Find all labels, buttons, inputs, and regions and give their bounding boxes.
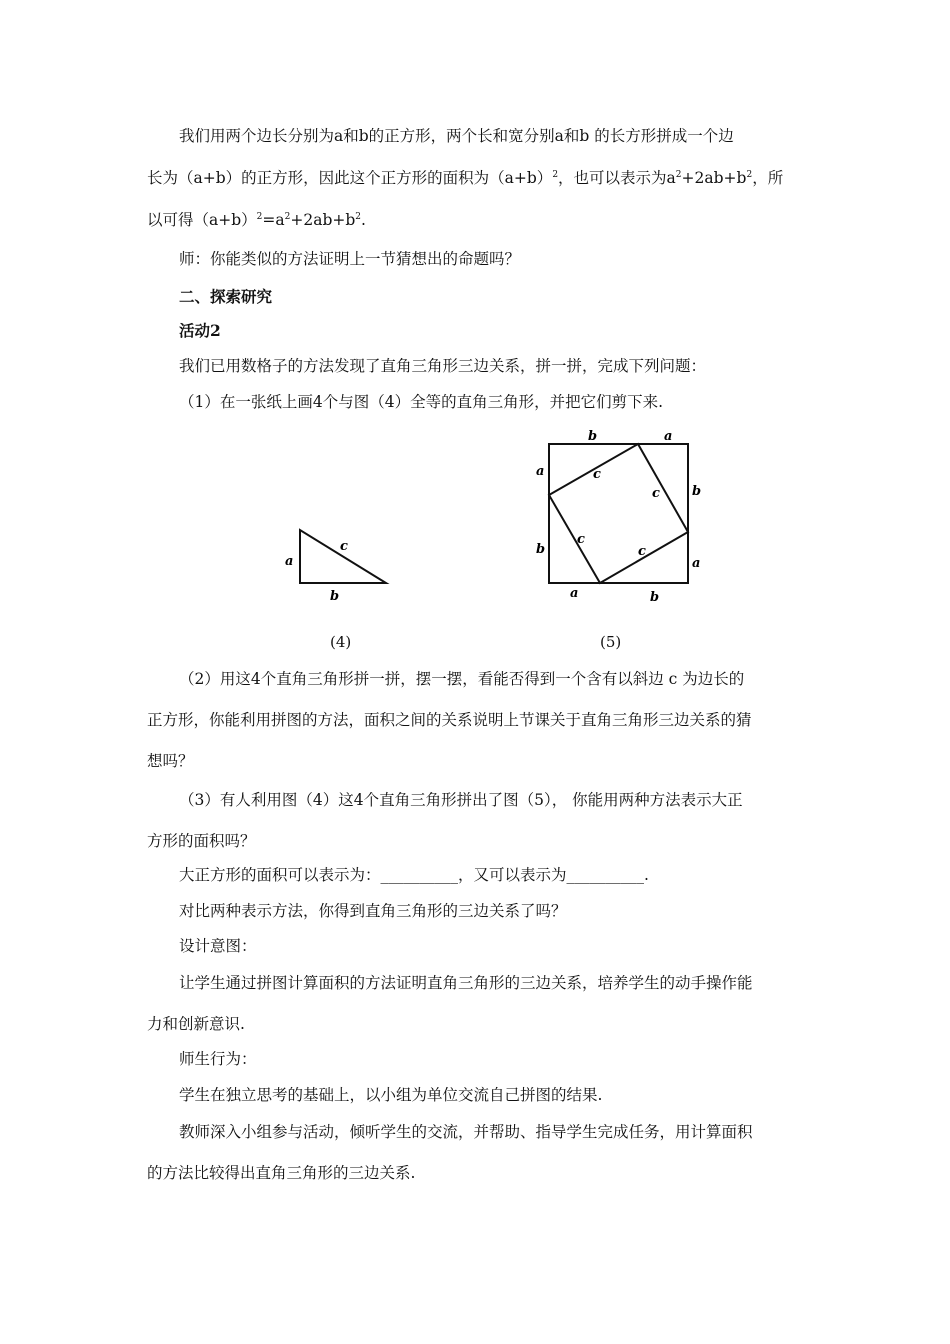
question-3-line-2: 方形的面积吗？ [147,832,256,850]
behavior-line-2: 教师深入小组参与活动，倾听学生的交流，并帮助、指导学生完成任务，用计算面积 [179,1123,753,1141]
label-b: b [330,589,340,604]
label-c: c [340,539,348,554]
label-left-a: a [536,464,545,479]
figure-4-caption: (4) [330,633,352,651]
superscript: 2 [746,170,753,180]
text-run: +2ab+b [681,169,747,187]
question-3-line-1: （3）有人利用图（4）这4个直角三角形拼出了图（5）， 你能用两种方法表示大正 [179,791,743,809]
label-bottom-b: b [650,590,660,605]
figure-5-square [530,425,715,605]
design-intent-line-1: 让学生通过拼图计算面积的方法证明直角三角形的三边关系，培养学生的动手操作能 [179,974,753,992]
triangle-shape [300,530,386,583]
section-title: 二、探索研究 [179,287,273,306]
question-2-line-2: 正方形，你能利用拼图的方法，面积之间的关系说明上节课关于直角三角形三边关系的猜 [147,711,752,729]
text-run: ，所 [752,169,784,187]
label-a: a [285,554,294,569]
paragraph-1-line-1: 我们用两个边长分别为a和b的正方形，两个长和宽分别a和b 的长方形拼成一个边 [179,127,734,145]
text-run: ，也可以表示为a [558,169,676,187]
label-left-b: b [536,542,546,557]
text-run: 以可得（a+b） [147,211,257,229]
superscript: 2 [355,212,362,222]
text-run: +2ab+b [290,211,356,229]
label-c-top: c [593,467,601,482]
question-2-line-1: （2）用这4个直角三角形拼一拼，摆一摆，看能否得到一个含有以斜边 c 为边长的 [179,670,745,688]
label-right-a: a [692,556,701,571]
outer-square [549,444,688,583]
inner-square [549,444,688,583]
figure-4-triangle [270,515,400,610]
behavior-line-1: 学生在独立思考的基础上，以小组为单位交流自己拼图的结果. [179,1086,603,1104]
question-1: （1）在一张纸上画4个与图（4）全等的直角三角形，并把它们剪下来. [179,393,664,411]
label-right-b: b [692,484,702,499]
text-run: =a [262,211,285,229]
superscript: 2 [284,212,291,222]
design-intent-label: 设计意图： [179,937,257,955]
superscript: 2 [552,170,559,180]
question-2-line-3: 想吗？ [147,752,194,770]
figure-5-caption: (5) [600,633,622,651]
paragraph-1-line-3 [147,210,366,230]
label-top-a: a [664,429,673,444]
teacher-question: 师：你能类似的方法证明上一节猜想出的命题吗？ [179,250,521,268]
label-c-right: c [652,486,660,501]
text-run: . [361,211,366,229]
label-bottom-a: a [570,586,579,601]
superscript: 2 [675,170,682,180]
label-c-bottom: c [638,544,646,559]
label-c-left: c [577,532,585,547]
compare-question: 对比两种表示方法，你得到直角三角形的三边关系了吗？ [179,902,567,920]
design-intent-line-2: 力和创新意识. [147,1015,245,1033]
activity-intro: 我们已用数格子的方法发现了直角三角形三边关系，拼一拼，完成下列问题： [179,357,707,375]
area-blank-line: 大正方形的面积可以表示为：__________，又可以表示为__________. [179,866,649,884]
label-top-b: b [588,429,598,444]
text-run: 长为（a+b）的正方形，因此这个正方形的面积为（a+b） [147,169,553,187]
behavior-line-3: 的方法比较得出直角三角形的三边关系. [147,1164,416,1182]
activity-title: 活动2 [179,321,221,340]
superscript: 2 [256,212,263,222]
behavior-label: 师生行为： [179,1050,257,1068]
paragraph-1-line-2 [147,168,783,188]
